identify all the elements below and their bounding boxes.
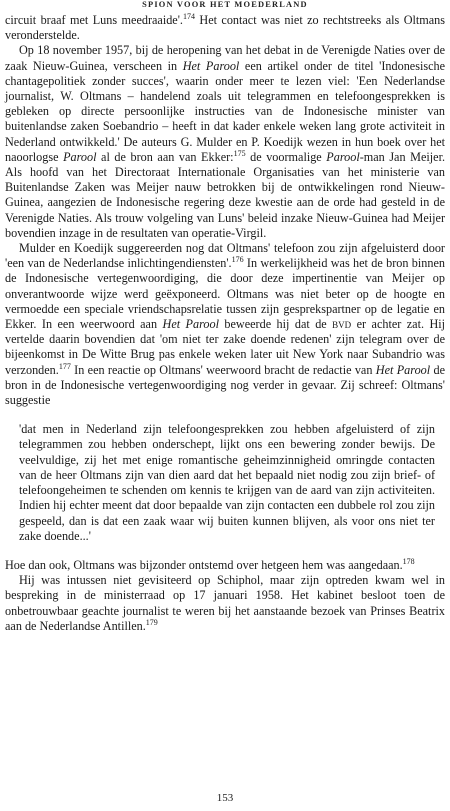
footnote-ref: 176 xyxy=(231,255,244,265)
paragraph: Op 18 november 1957, bij de heropening van het debat in de Verenigde Naties over de zaak Nieuw-Guinea, verscheen in Het Parool een artikel onder de titel 'Indonesische chantagepolitiek zonder succes', waarin onder meer te lezen viel: 'Een Nederlandse journalist, W. Oltmans – handelend zoals uit telegrammen en telefoongesprekken is gebleken op directe persoonlijke instructies van de Indonesische minister van buitenlandse zaken Soebandrio – heeft in dat kader enkele weken lang grote activiteit in Nederland ontwikkeld.' De auteurs G. Mulder en P. Koedijk wezen in hun boek over het naoorlogse Parool al de bron aan van Ekker:$^{175}$ de voormalige Parool-man Jan Meijer. Als hoofd van het Directoraat Internationale Organisaties van het ministerie van Buitenlandse Zaken was Meijer nauw betrokken bij de ontwikkelingen rond Nieuw-Guinea, aangezien de Indonesische regering deze kwestie aan de orde had gesteld in de Verenigde Naties. Als trouw volgeling van Luns' beleid inzake Nieuw-Guinea had Meijer bovendien inzage in de resultaten van operatie-Virgil. xyxy=(5,43,445,240)
body-text xyxy=(5,13,445,634)
footnote-ref: 175 xyxy=(233,148,246,158)
paragraph: Hij was intussen niet gevisiteerd op Schiphol, maar zijn optreden kwam wel in bespreking in de ministerraad op 17 januari 1958. Het kabinet besloot toen de onbetrouwbaar geachte journalist te weren bij het aanstaande bezoek van Prinses Beatrix aan de Nederlandse Antillen.$^{179}$ xyxy=(5,573,445,633)
italic-title: Het Parool xyxy=(375,362,431,377)
italic-title: Het Parool xyxy=(162,317,219,332)
paragraph: circuit braaf met Luns meedraaide'.$^{174}$ Het contact was niet zo rechtstreeks als Oltmans veronderstelde. xyxy=(5,11,445,43)
italic-title: Parool xyxy=(326,149,360,164)
page-number: 153 xyxy=(216,792,234,804)
paragraph: Hoe dan ook, Oltmans was bijzonder ontstemd over hetgeen hem was aangedaan.$^{178}$ xyxy=(5,556,415,572)
block-quote: 'dat men in Nederland zijn telefoongesprekken zou hebben afgeluisterd of zijn telegrammen zou hebben onderschept, lijkt ons een bewering zonder bewijs. De veelvuldige, zij het met enige romantische geheimzinnigheid omringde contacten van de heer Oltmans zijn van dien aard dat het bepaald niet nodig zou zijn brief- of telefoongeheimen te schenden om kennis te krijgen van de aard van zijn activiteiten. Indien hij echter meent dat door bepaalde van zijn contacten een dubbele rol zou zijn gespeeld, dan is dat een zaak waar wij buiten kunnen blijven, als voor ons niet ter zake doende...' xyxy=(19,422,435,543)
footnote-ref: 177 xyxy=(58,361,71,371)
italic-title: Parool xyxy=(63,149,97,164)
footnote-ref: 179 xyxy=(145,617,158,627)
paragraph: Mulder en Koedijk suggereerden nog dat Oltmans' telefoon zou zijn afgeluisterd door 'een van de Nederlandse inlichtingendiensten'.$^{176}$ In werkelijkheid was het de bron binnen de Indonesische vertegenwoordiging, die door deze impertinentie van Meijer op onverantwoorde wijze werd geëxponeerd. Oltmans was niet beter op de hoogte en vermoedde een speciale vriendschapsrelatie tussen zijn gesprekspartner op de legatie en Ekker. In een weerwoord aan Het Parool beweerde hij dat de bvd er achter zat. Hij vertelde daarin bovendien dat 'om niet ter zake doende redenen' zijn telegram over de bijeenkomst in De Witte Brug pas enkele weken later uit New York naar Subandrio was verzonden.$^{177}$ In een reactie op Oltmans' weerwoord bracht de redactie van Het Parool de bron in de Indonesische vertegenwoordiging nog verder in gevaar. Zij schreef: Oltmans' suggestie xyxy=(5,241,446,408)
running-head: SPION VOOR HET MOEDERLAND xyxy=(142,0,308,9)
italic-title: Het Parool xyxy=(182,58,240,73)
footnote-ref: 178 xyxy=(402,556,415,566)
small-caps-text: bvd xyxy=(332,317,352,332)
footnote-ref: 174 xyxy=(182,11,195,21)
